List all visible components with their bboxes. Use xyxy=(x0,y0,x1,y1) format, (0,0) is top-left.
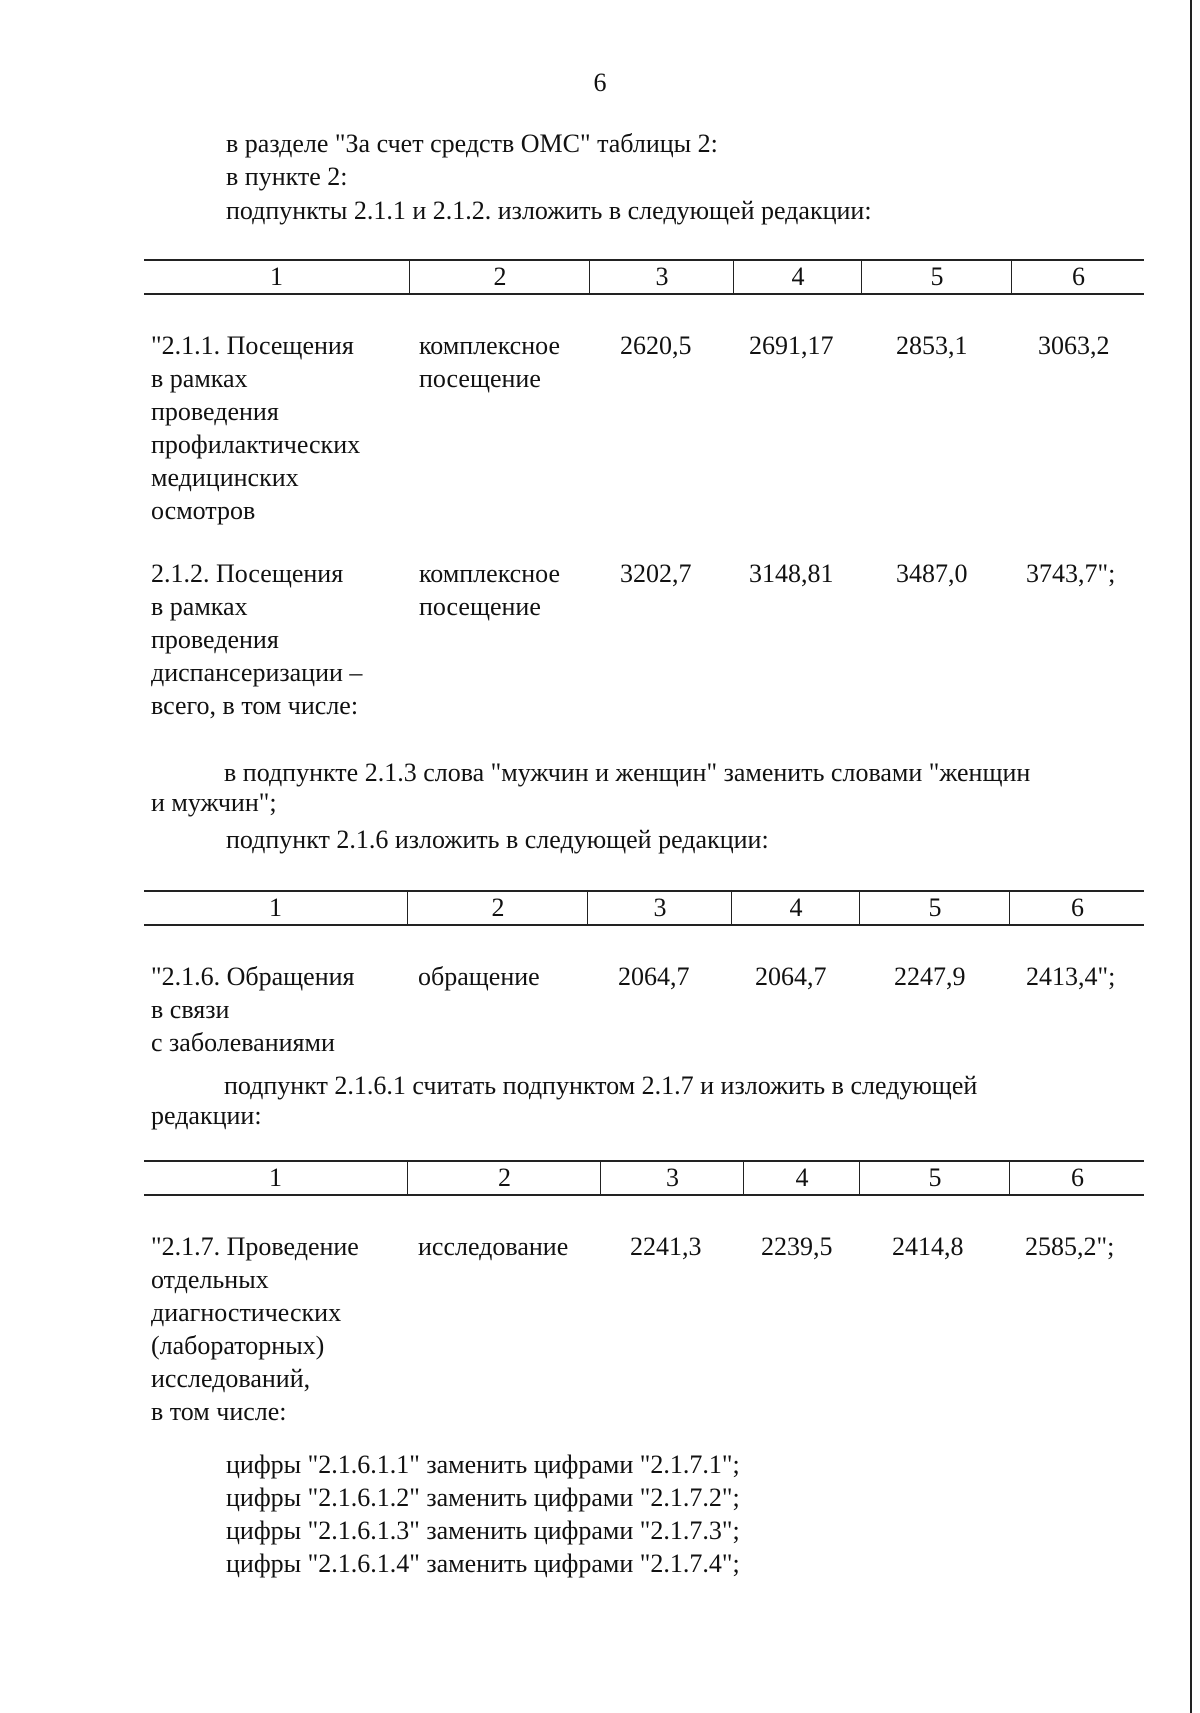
paragraph-2-1-6-1 xyxy=(151,1071,1147,1131)
header-cell: 4 xyxy=(731,892,860,924)
header-cell: 2 xyxy=(409,261,590,293)
table-3 xyxy=(144,1160,1144,1440)
table-header xyxy=(144,890,1144,926)
table-row xyxy=(144,557,1144,727)
header-cell: 5 xyxy=(859,1162,1010,1194)
header-cell: 2 xyxy=(407,1162,601,1194)
header-cell: 6 xyxy=(1009,892,1145,924)
paragraph-continuation: редакции: xyxy=(151,1101,262,1130)
paragraph-first-line: подпункт 2.1.6.1 считать подпунктом 2.1.7 и изложить в следующей xyxy=(224,1071,978,1100)
row-value-3: 2620,5 xyxy=(620,331,692,360)
paragraph-first-line: в подпункте 2.1.3 слова "мужчин и женщин" заменить словами "женщин xyxy=(224,758,1031,787)
row-name: "2.1.7. Проведение отдельных диагностических (лабораторных) исследований, в том числе: xyxy=(151,1232,359,1426)
paragraph-2-1-3 xyxy=(151,758,1147,818)
intro-line-1: в разделе "За счет средств ОМС" таблицы 2: xyxy=(226,129,718,158)
header-cell: 5 xyxy=(859,892,1010,924)
line-2-1-6: подпункт 2.1.6 изложить в следующей редакции: xyxy=(226,825,769,854)
final-line-4: цифры "2.1.6.1.4" заменить цифрами "2.1.7.4"; xyxy=(226,1549,740,1578)
table-header xyxy=(144,259,1144,295)
table-1 xyxy=(144,259,1144,727)
intro-line-3: подпункты 2.1.1 и 2.1.2. изложить в следующей редакции: xyxy=(226,196,872,225)
row-value-6: 3743,7"; xyxy=(1026,559,1116,588)
table-header xyxy=(144,1160,1144,1196)
row-value-4: 2064,7 xyxy=(755,962,827,991)
header-cell: 4 xyxy=(743,1162,860,1194)
row-name: "2.1.6. Обращения в связи с заболеваниями xyxy=(151,962,355,1057)
header-cell: 6 xyxy=(1009,1162,1145,1194)
row-value-5: 2853,1 xyxy=(896,331,968,360)
header-cell: 1 xyxy=(269,893,282,922)
row-unit: обращение xyxy=(418,962,540,991)
row-value-3: 2064,7 xyxy=(618,962,690,991)
row-value-3: 2241,3 xyxy=(630,1232,702,1261)
row-value-5: 2414,8 xyxy=(892,1232,964,1261)
row-value-5: 2247,9 xyxy=(894,962,966,991)
header-cell: 5 xyxy=(861,261,1012,293)
row-value-3: 3202,7 xyxy=(620,559,692,588)
header-cell: 3 xyxy=(589,261,734,293)
final-line-2: цифры "2.1.6.1.2" заменить цифрами "2.1.7.2"; xyxy=(226,1483,740,1512)
header-cell: 1 xyxy=(269,1163,282,1192)
table-2 xyxy=(144,890,1144,1070)
header-cell: 3 xyxy=(600,1162,744,1194)
row-value-6: 3063,2 xyxy=(1038,331,1110,360)
header-cell: 3 xyxy=(587,892,732,924)
row-unit: комплексное посещение xyxy=(419,331,560,393)
page-number: 6 xyxy=(593,68,607,97)
paragraph-continuation: и мужчин"; xyxy=(151,788,277,817)
row-value-6: 2585,2"; xyxy=(1025,1232,1115,1261)
intro-line-2: в пункте 2: xyxy=(226,162,348,191)
header-cell: 2 xyxy=(407,892,588,924)
row-value-4: 2691,17 xyxy=(749,331,834,360)
table-row xyxy=(144,329,1144,557)
row-value-4: 3148,81 xyxy=(749,559,834,588)
row-name: "2.1.1. Посещения в рамках проведения профилактических медицинских осмотров xyxy=(151,331,361,525)
row-name: 2.1.2. Посещения в рамках проведения диспансеризации – всего, в том числе: xyxy=(151,559,363,720)
header-cell: 4 xyxy=(733,261,862,293)
row-value-4: 2239,5 xyxy=(761,1232,833,1261)
page-edge xyxy=(1190,0,1192,1713)
header-cell: 6 xyxy=(1011,261,1145,293)
table-row xyxy=(144,1230,1144,1440)
row-unit: комплексное посещение xyxy=(419,559,560,621)
header-cell: 1 xyxy=(270,262,283,291)
final-line-1: цифры "2.1.6.1.1" заменить цифрами "2.1.7.1"; xyxy=(226,1450,740,1479)
row-value-6: 2413,4"; xyxy=(1026,962,1116,991)
table-row xyxy=(144,960,1144,1070)
row-value-5: 3487,0 xyxy=(896,559,968,588)
row-unit: исследование xyxy=(418,1232,569,1261)
final-line-3: цифры "2.1.6.1.3" заменить цифрами "2.1.7.3"; xyxy=(226,1516,740,1545)
